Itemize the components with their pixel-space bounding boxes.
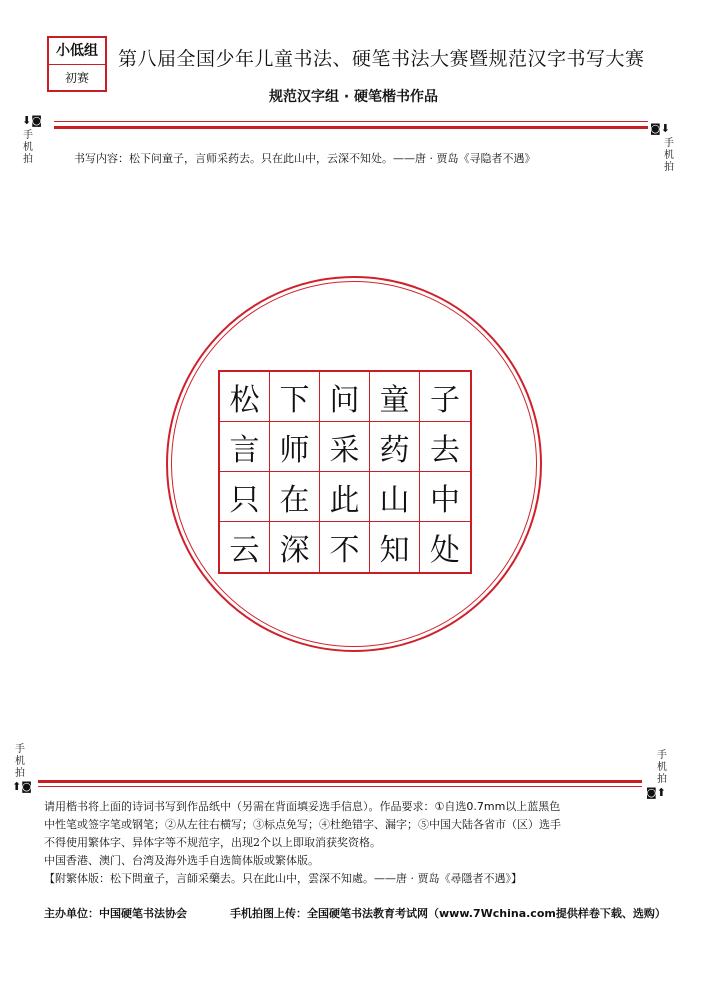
writing-grid [218, 370, 472, 574]
camera-download-icon: ◙⬇ [650, 122, 670, 135]
top-rule-thin [54, 121, 648, 122]
grid-cell: 云 [220, 522, 270, 572]
bottom-rule-thin [38, 786, 642, 787]
instructions [44, 798, 674, 888]
grid-cell: 不 [320, 522, 370, 572]
grid-cell: 药 [370, 422, 420, 472]
phone-shoot-label-bottom-left: 手机拍 [15, 744, 25, 779]
instruction-line: 【附繁体版：松下問童子，言師采藥去。只在此山中，雲深不知處。——唐 · 贾岛《尋隱者不遇》】 [44, 872, 522, 885]
group-badge [47, 36, 107, 92]
grid-cell: 子 [420, 372, 470, 422]
camera-upload-icon: ◙⬆ [646, 786, 666, 799]
group-badge-bottom: 初赛 [64, 71, 89, 85]
grid-cell: 中 [420, 472, 470, 522]
grid-cell: 只 [220, 472, 270, 522]
upload-info: 手机拍图上传：全国硬笔书法教育考试网（www.7Wchina.com提供样卷下载、选购） [230, 907, 666, 920]
grid-cell: 采 [320, 422, 370, 472]
grid-cell: 深 [270, 522, 320, 572]
grid-cell: 山 [370, 472, 420, 522]
instruction-line: 请用楷书将上面的诗词书写到作品纸中（另需在背面填妥选手信息）。作品要求：①自选0.7mm以上蓝黑色 [44, 800, 561, 813]
grid-cell: 言 [220, 422, 270, 472]
grid-cell: 问 [320, 372, 370, 422]
grid-cell: 处 [430, 533, 460, 568]
sub-title: 规范汉字组 · 硬笔楷书作品 [268, 89, 439, 105]
grid-cell: 此 [320, 472, 370, 522]
main-title: 第八届全国少年儿童书法、硬笔书法大赛暨规范汉字书写大赛 [118, 48, 645, 70]
grid-cell: 在 [270, 472, 320, 522]
content-line: 书写内容：松下问童子，言师采药去。只在此山中，云深不知处。——唐 · 贾岛《寻隐者不遇》 [74, 152, 536, 165]
grid-cell: 下 [270, 372, 320, 422]
grid-cell: 松 [220, 372, 270, 422]
top-rule-thick [54, 126, 648, 129]
grid-cell: 师 [270, 422, 320, 472]
download-camera-icon: ⬇◙ [22, 114, 42, 127]
instruction-line: 中国香港、澳门、台湾及海外选手自选简体版或繁体版。 [44, 854, 319, 867]
phone-shoot-label-top-left: 手机拍 [23, 130, 33, 165]
bottom-rule-thick [38, 780, 642, 783]
upload-camera-icon: ⬆◙ [12, 780, 32, 793]
grid-cell: 去 [420, 422, 470, 472]
group-badge-top: 小低组 [49, 38, 105, 65]
grid-cell: 童 [370, 372, 420, 422]
grid-cell: 知 [370, 522, 420, 572]
phone-shoot-label-bottom-right: 手机拍 [657, 750, 667, 785]
instruction-line: 中性笔或签字笔或钢笔；②从左往右横写；③标点免写；④杜绝错字、漏字；⑤中国大陆各省市（区）选手 [44, 818, 561, 831]
phone-shoot-label-top-right: 手机拍 [664, 138, 674, 173]
instruction-line: 不得使用繁体字、异体字等不规范字，出现2个以上即取消获奖资格。 [44, 836, 381, 849]
organizer: 主办单位：中国硬笔书法协会 [44, 907, 187, 920]
